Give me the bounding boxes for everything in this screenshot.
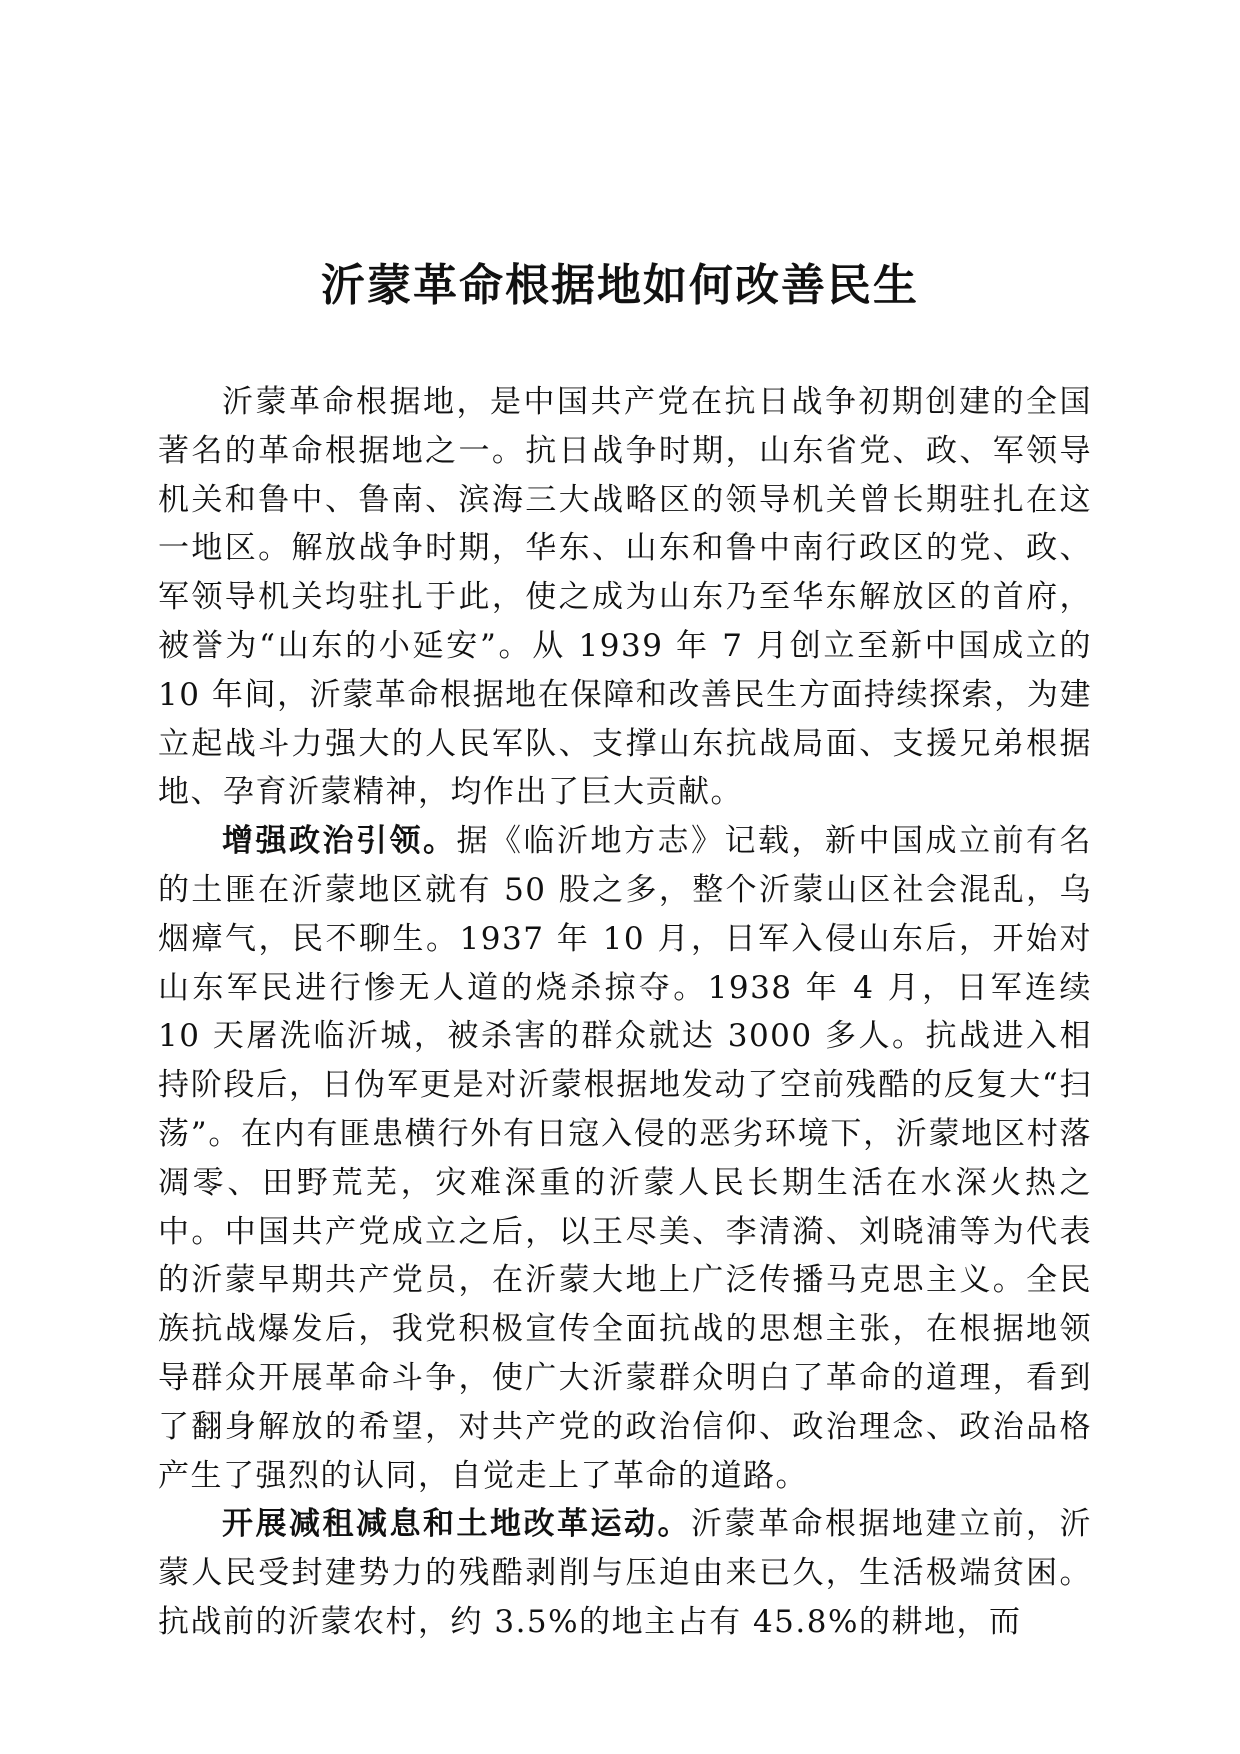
document-title: 沂蒙革命根据地如何改善民生 (321, 260, 919, 311)
paragraph-lead: 开展减租减息和土地改革运动。 (222, 1506, 691, 1543)
paragraph-text: 沂蒙革命根据地，是中国共产党在抗日战争初期创建的全国著名的革命根据地之一。抗日战争时期，山东省党、政、军领导机关和鲁中、鲁南、滨海三大战略区的领导机关曾长期驻扎在这一地区。解放战争时期，华东、山东和鲁中南行政区的党、政、军领导机关均驻扎于此，使之成为山东乃至华东解放区的首府，被誉为“山东的小延安”。从 1939 年 7 月创立至新中国成立的 10 年间，沂蒙革命根据地在保障和改善民生方面持续探索，为建立起战斗力强大的人民军队、支撑山东抗战局面、支援兄弟根据地、孕育沂蒙精神，均作出了巨大贡献。 (158, 384, 1092, 811)
paragraph-political-guidance (158, 817, 1092, 1500)
paragraph-text: 据《临沂地方志》记载，新中国成立前有名的土匪在沂蒙地区就有 50 股之多，整个沂蒙山区社会混乱，乌烟瘴气，民不聊生。1937 年 10 月，日军入侵山东后，开始对山东军民进行惨无人道的烧杀掠夺。1938 年 4 月，日军连续 10 天屠洗临沂城，被杀害的群众就达 3000 多人。抗战进入相持阶段后，日伪军更是对沂蒙根据地发动了空前残酷的反复大“扫荡”。在内有匪患横行外有日寇入侵的恶劣环境下，沂蒙地区村落凋零、田野荒芜，灾难深重的沂蒙人民长期生活在水深火热之中。中国共产党成立之后，以王尽美、李清漪、刘晓浦等为代表的沂蒙早期共产党员，在沂蒙大地上广泛传播马克思主义。全民族抗战爆发后，我党积极宣传全面抗战的思想主张，在根据地领导群众开展革命斗争，使广大沂蒙群众明白了革命的道理，看到了翻身解放的希望，对共产党的政治信仰、政治理念、政治品格产生了强烈的认同，自觉走上了革命的道路。 (158, 823, 1092, 1494)
paragraph-text: 沂蒙革命根据地建立前，沂蒙人民受封建势力的残酷剥削与压迫由来已久，生活极端贫困。抗战前的沂蒙农村，约 3.5%的地主占有 45.8%的耕地，而 (158, 1506, 1092, 1640)
paragraph-lead: 增强政治引领。 (222, 823, 457, 860)
paragraph-intro (158, 378, 1092, 817)
paragraph-rent-reduction (158, 1500, 1092, 1646)
document-body (158, 378, 1092, 1647)
